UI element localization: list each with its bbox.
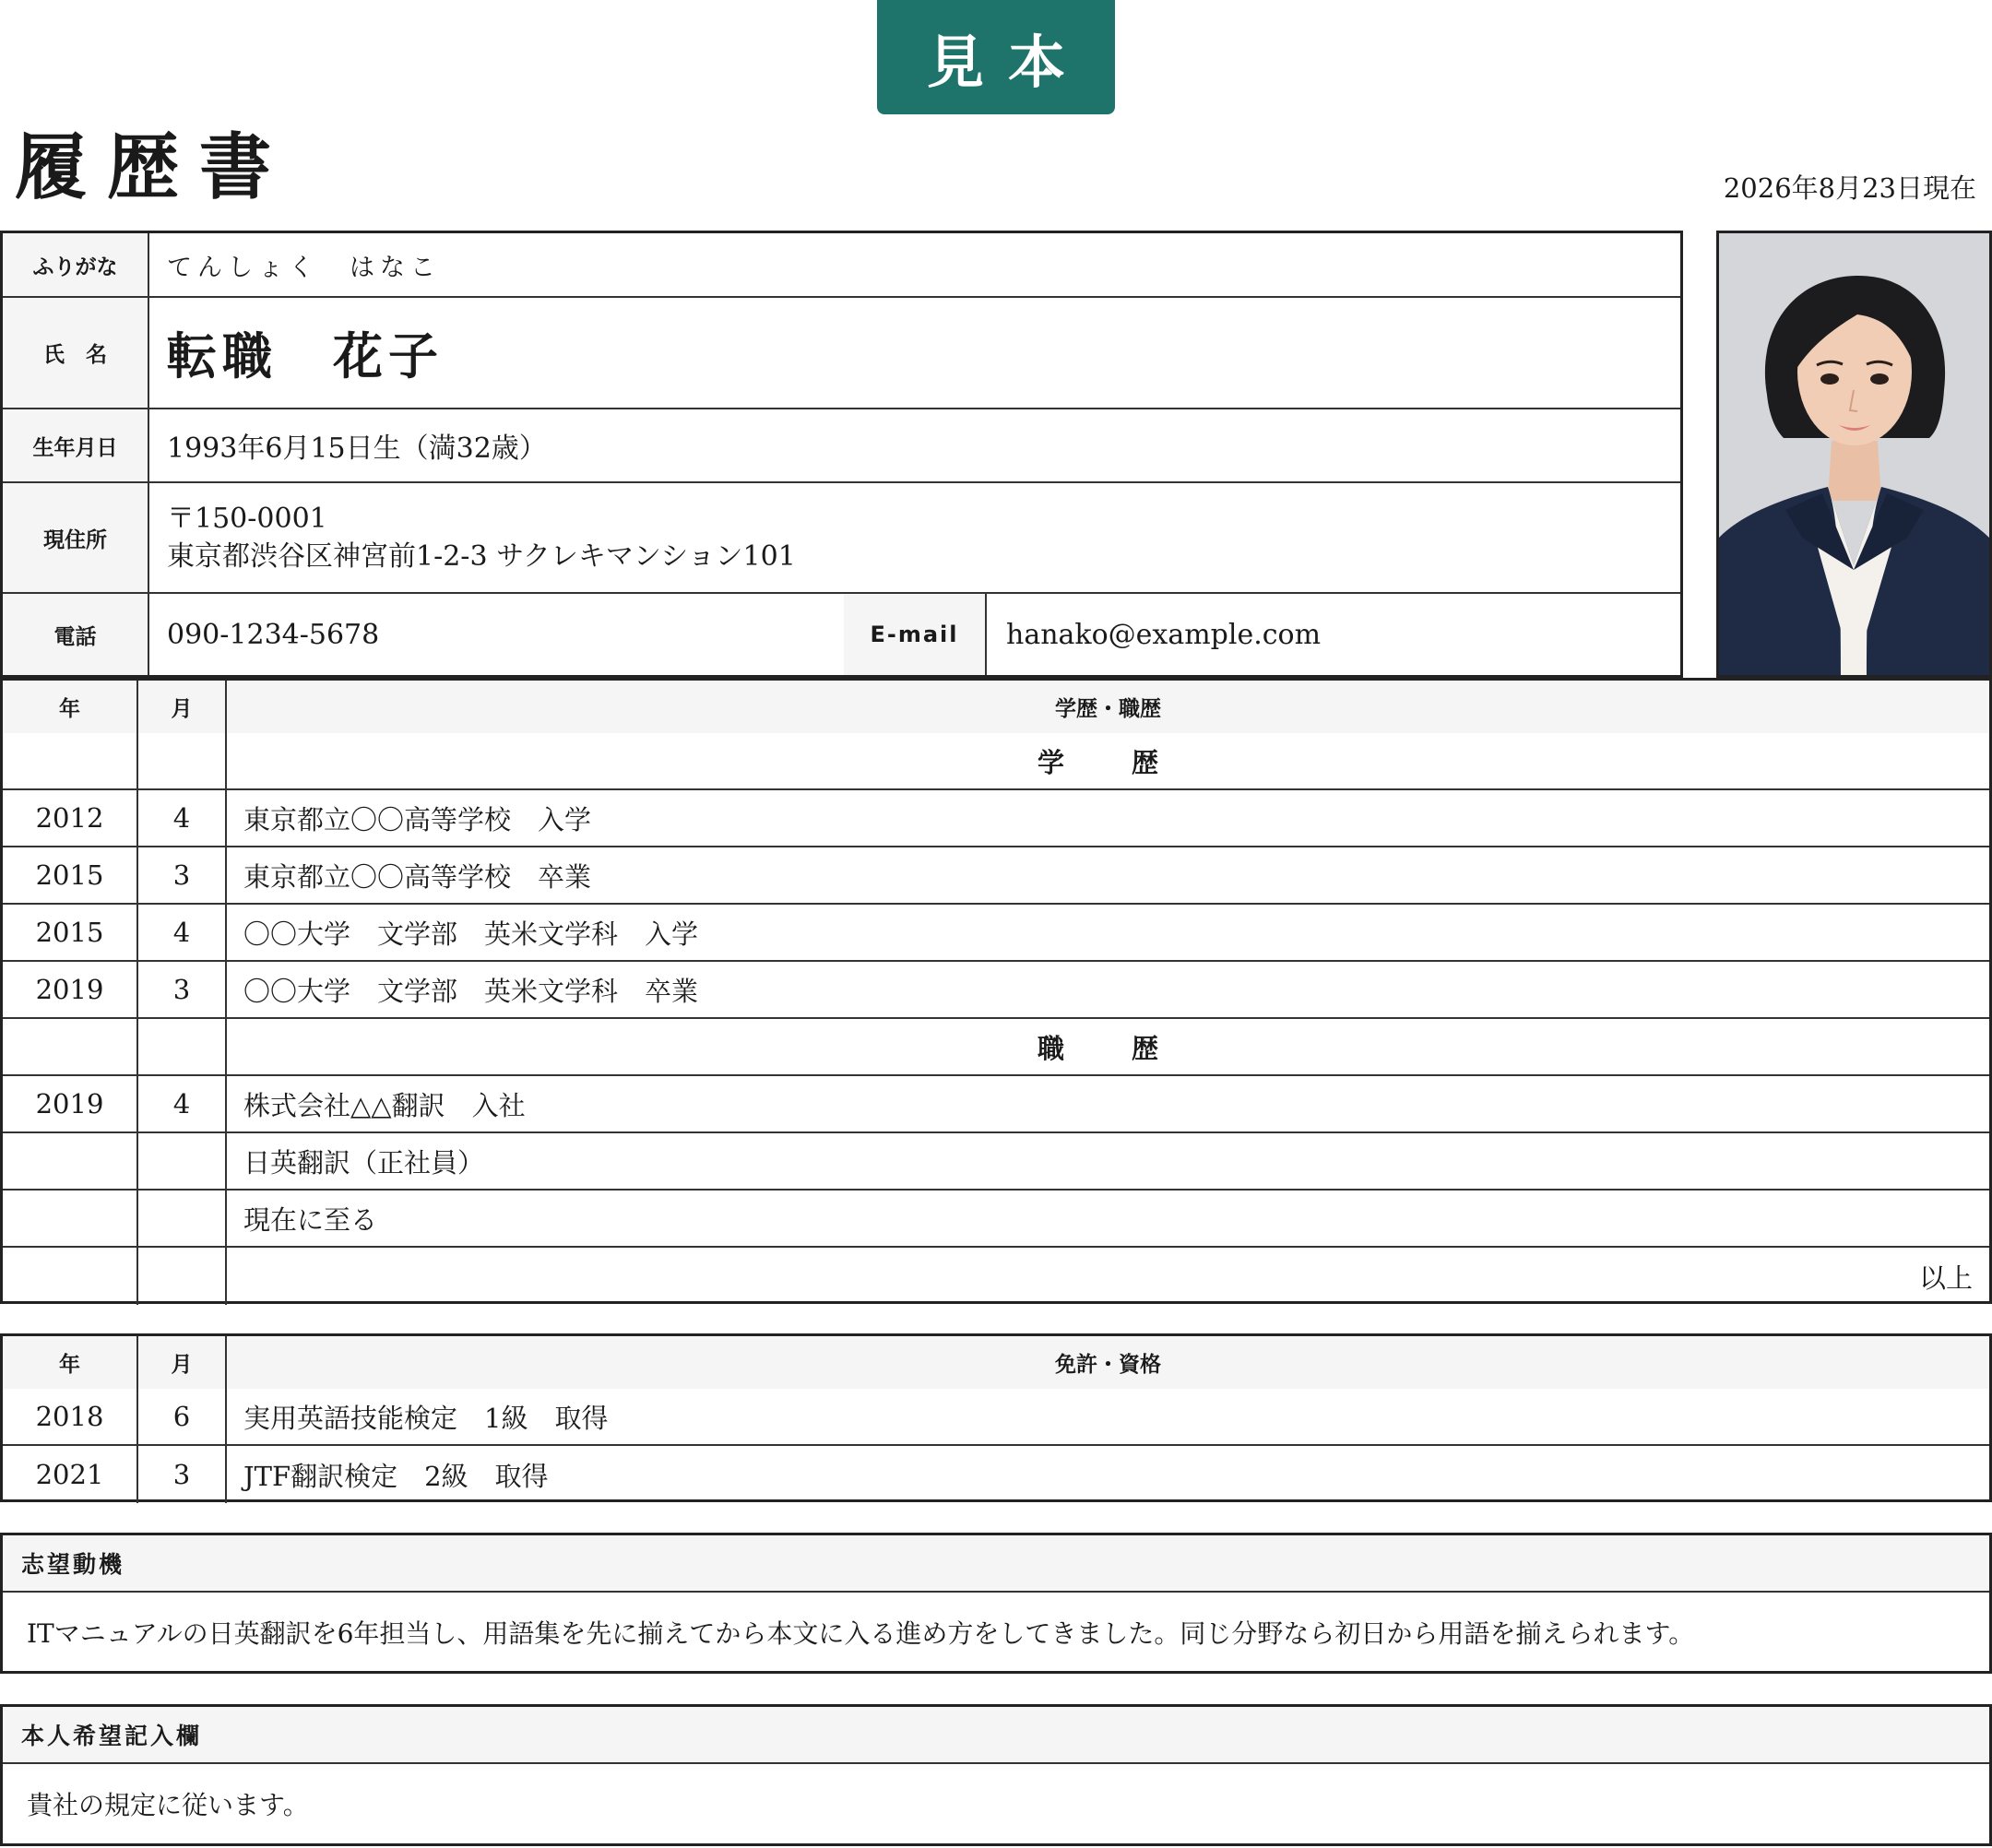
month-cell [138, 1191, 227, 1246]
month-cell: 6 [138, 1389, 227, 1444]
year-cell [3, 733, 138, 788]
email-value: hanako@example.com [1006, 618, 1322, 651]
desc-cell: 〇〇大学 文学部 英米文学科 入学 [243, 918, 699, 950]
month-header: 月 [138, 681, 227, 733]
year-cell: 2015 [3, 847, 138, 903]
postal-code: 〒150-0001 [167, 503, 327, 535]
desc-cell: 東京都立〇〇高等学校 卒業 [243, 860, 592, 893]
table-row [3, 847, 1989, 905]
month-cell [138, 1019, 227, 1074]
email-label: E-mail [844, 594, 987, 675]
desc-cell: 日英翻訳（正社員） [243, 1146, 485, 1179]
year-header: 年 [3, 681, 138, 733]
month-cell: 4 [138, 790, 227, 846]
year-header: 年 [3, 1336, 138, 1389]
birth-row [3, 409, 1680, 483]
month-cell [138, 733, 227, 788]
license-table [0, 1333, 1992, 1502]
furigana-label: ふりがな [3, 233, 149, 296]
requests-text: 貴社の規定に従います。 [27, 1790, 309, 1820]
address-row [3, 483, 1680, 594]
section-heading: 職 歴 [1037, 1032, 1179, 1064]
address-value [148, 483, 1680, 592]
portrait-photo-icon [1719, 233, 1989, 675]
desc-cell: 東京都立〇〇高等学校 入学 [243, 803, 592, 835]
table-row [3, 1133, 1989, 1191]
motivation-text: ITマニュアルの日英翻訳を6年担当し、用語集を先に揃えてから本文に入る進め方をしてきました。同じ分野なら初日から用語を揃えられます。 [27, 1617, 1695, 1649]
phone-value: 090-1234-5678 [167, 618, 380, 651]
history-table [0, 678, 1992, 1304]
month-cell: 4 [138, 1076, 227, 1131]
birth-value: 1993年6月15日生（満32歳） [167, 432, 547, 465]
month-cell [138, 1248, 227, 1305]
table-row [3, 905, 1989, 962]
end-mark: 以上 [1918, 1262, 1973, 1294]
name-label: 氏 名 [3, 298, 149, 408]
birth-label: 生年月日 [3, 409, 149, 481]
license-header [3, 1336, 1989, 1389]
table-row [3, 790, 1989, 847]
month-cell: 3 [138, 1446, 227, 1503]
section-heading: 学 歴 [1037, 746, 1179, 778]
phone-label: 電話 [3, 594, 149, 675]
motivation-label: 志望動機 [3, 1535, 1989, 1593]
table-row [3, 962, 1989, 1019]
document-title: 履歴書 [15, 125, 292, 209]
date-line: 2026年8月23日現在 [1723, 172, 1976, 204]
contact-row [3, 594, 1680, 675]
requests-label: 本人希望記入欄 [3, 1707, 1989, 1764]
requests-box [0, 1704, 1992, 1846]
month-cell: 4 [138, 905, 227, 960]
month-cell [138, 1133, 227, 1189]
desc-cell: JTF翻訳検定 2級 取得 [243, 1460, 549, 1492]
sample-badge: 見本 [877, 0, 1115, 114]
name-value: 転職 花子 [167, 326, 444, 385]
table-row [3, 1019, 1989, 1076]
portrait-photo [1716, 231, 1992, 678]
motivation-box [0, 1533, 1992, 1674]
year-cell: 2012 [3, 790, 138, 846]
name-row [3, 298, 1680, 409]
desc-cell: 〇〇大学 文学部 英米文学科 卒業 [243, 975, 699, 1007]
history-header [3, 681, 1989, 733]
year-cell: 2018 [3, 1389, 138, 1444]
history-desc-header: 学歴・職歴 [227, 681, 1989, 733]
table-row [3, 1389, 1989, 1446]
furigana-value: てんしょく はなこ [167, 253, 441, 282]
year-cell: 2015 [3, 905, 138, 960]
year-cell [3, 1019, 138, 1074]
address-label: 現住所 [3, 483, 149, 592]
address-text: 東京都渋谷区神宮前1-2-3 サクレキマンション101 [167, 540, 796, 573]
table-row [3, 1076, 1989, 1133]
table-row [3, 1191, 1989, 1248]
furigana-row [3, 233, 1680, 298]
year-cell [3, 1133, 138, 1189]
year-cell: 2019 [3, 962, 138, 1017]
year-cell: 2021 [3, 1446, 138, 1503]
month-cell: 3 [138, 962, 227, 1017]
desc-cell: 株式会社△△翻訳 入社 [243, 1089, 526, 1121]
personal-info-table [0, 231, 1683, 678]
month-cell: 3 [138, 847, 227, 903]
month-header: 月 [138, 1336, 227, 1389]
year-cell [3, 1191, 138, 1246]
table-row [3, 1446, 1989, 1503]
year-cell [3, 1248, 138, 1305]
license-desc-header: 免許・資格 [227, 1336, 1989, 1389]
desc-cell: 実用英語技能検定 1級 取得 [243, 1402, 609, 1434]
table-row [3, 733, 1989, 790]
table-row [3, 1248, 1989, 1305]
desc-cell: 現在に至る [243, 1203, 378, 1236]
year-cell: 2019 [3, 1076, 138, 1131]
